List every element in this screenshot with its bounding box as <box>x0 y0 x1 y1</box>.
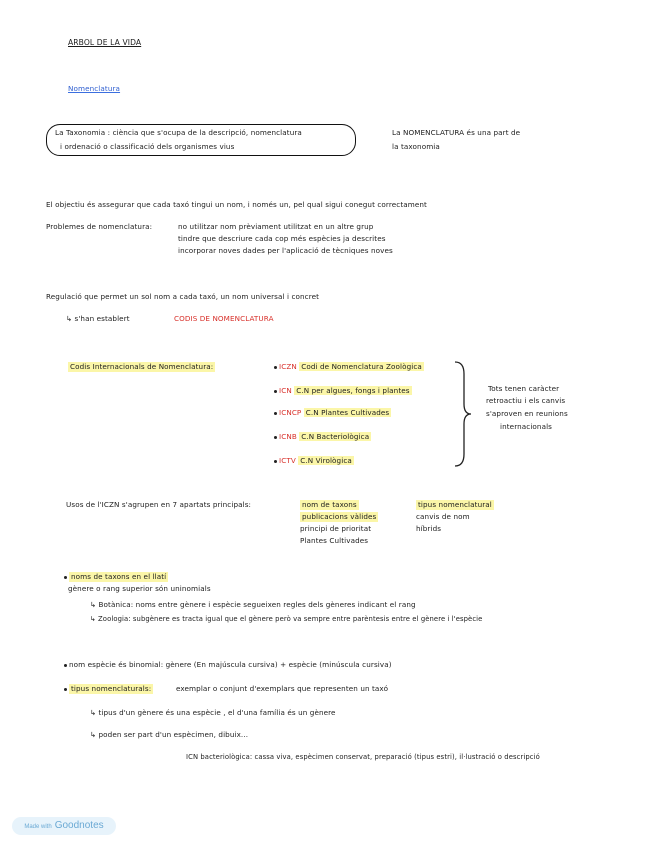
codis-note-1: Tots tenen caràcter <box>488 384 560 393</box>
tipus-desc: exemplar o conjunt d'exemplars que representen un taxó <box>176 684 389 693</box>
bullet-icon <box>274 390 277 393</box>
nomenclatura-note-1: La NOMENCLATURA és una part de <box>392 128 521 137</box>
problema-3: incorporar noves dades per l'aplicació de tècniques noves <box>178 246 393 255</box>
nomenclatura-note-2: la taxonomia <box>392 142 440 151</box>
noms-taxons-sub: gènere o rang superior són uninomials <box>68 584 211 593</box>
page-title: ARBOL DE LA VIDA <box>68 38 142 47</box>
goodnotes-badge[interactable] <box>12 817 116 835</box>
desc-icn: C.N per algues, fongs i plantes <box>296 386 410 395</box>
apartat-4: Plantes Cultivades <box>300 536 369 545</box>
apartat-7: híbrids <box>416 524 442 533</box>
code-icn: ICN <box>279 386 292 395</box>
badge-small-text: Made with <box>24 824 52 830</box>
bullet-icon <box>64 688 67 691</box>
apartat-1: nom de taxons <box>302 500 357 509</box>
bullet-icon <box>274 366 277 369</box>
noms-taxons-head: noms de taxons en el llatí <box>71 572 167 581</box>
apartat-6: canvis de nom <box>416 512 470 521</box>
noms-taxons-botanica: ↳ Botànica: noms entre gènere i espècie segueixen regles dels gèneres indicant el rang <box>90 600 416 609</box>
badge-brand: Goodnotes <box>54 820 104 831</box>
taxonomia-line1: La Taxonomia : ciència que s'ocupa de la descripció, nomenclatura <box>55 128 302 137</box>
problemes-label: Problemes de nomenclatura: <box>46 222 153 231</box>
codis-label: Codis Internacionals de Nomenclatura: <box>70 362 214 371</box>
desc-iczn: Codi de Nomenclatura Zoològica <box>301 362 422 371</box>
curly-brace-icon <box>452 360 474 468</box>
desc-icncp: C.N Plantes Cultivades <box>305 408 390 417</box>
establert-prefix: ↳ s'han establert <box>66 314 130 323</box>
bullet-icon <box>64 664 67 667</box>
problema-1: no utilitzar nom prèviament utilitzat en un altre grup <box>178 222 374 231</box>
code-iczn: ICZN <box>279 362 297 371</box>
apartat-5: tipus nomenclatural <box>418 500 492 509</box>
taxonomia-line2: i ordenació o classificació dels organismes vius <box>60 142 235 151</box>
codis-note-3: s'aproven en reunions <box>486 409 568 418</box>
code-icncp: ICNCP <box>279 408 302 417</box>
problema-2: tindre que descriure cada cop més espècies ja descrites <box>178 234 386 243</box>
bullet-icon <box>64 576 67 579</box>
apartats-label: Usos de l'ICZN s'agrupen en 7 apartats principals: <box>66 500 252 509</box>
apartat-3: principi de prioritat <box>300 524 372 533</box>
desc-icnb: C.N Bacteriològica <box>301 432 370 441</box>
codis-note-2: retroactiu i els canvis <box>486 396 566 405</box>
tipus-line-1: ↳ tipus d'un gènere és una espècie , el d'una família és un gènere <box>90 708 336 717</box>
regulacio-text: Regulació que permet un sol nom a cada taxó, un nom universal i concret <box>46 292 320 301</box>
section-heading: Nomenclatura <box>68 84 121 93</box>
bullet-icon <box>274 436 277 439</box>
tipus-line-2: ↳ poden ser part d'un espècimen, dibuix... <box>90 730 249 739</box>
establert-codis: CODIS DE NOMENCLATURA <box>174 314 274 323</box>
objectiu-text: El objectiu és assegurar que cada taxó tingui un nom, i només un, pel qual sigui conegut correctament <box>46 200 427 209</box>
bullet-icon <box>274 460 277 463</box>
bullet-icon <box>274 412 277 415</box>
tipus-head: tipus nomenclaturals: <box>71 684 152 693</box>
desc-ictv: C.N Virològica <box>300 456 352 465</box>
code-icnb: ICNB <box>279 432 297 441</box>
apartat-2: publicacions vàlides <box>302 512 377 521</box>
noms-taxons-zoologia: ↳ Zoologia: subgènere es tracta igual que el gènere però va sempre entre parèntesis entre el gènere i l'espècie <box>90 615 483 623</box>
codis-note-4: internacionals <box>500 422 553 431</box>
tipus-line-3: ICN bacteriològica: cassa viva, espècimen conservat, preparació (tipus estri), il·lustració o descripció <box>186 753 540 761</box>
code-ictv: ICTV <box>279 456 296 465</box>
especie-text: nom espècie és binomial: gènere (En majúscula cursiva) + espècie (minúscula cursiva) <box>69 660 392 669</box>
